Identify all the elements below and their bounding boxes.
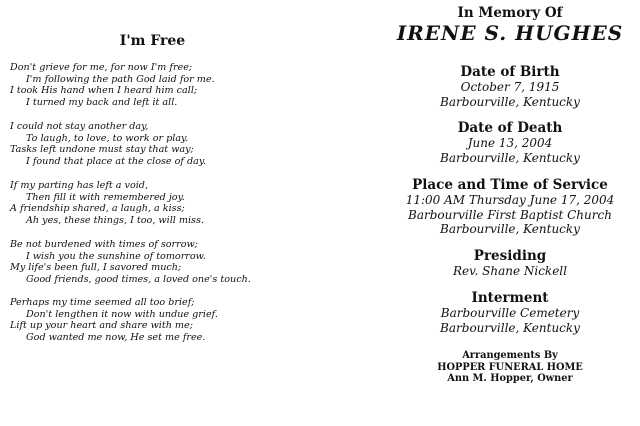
- memory-heading: In Memory Of: [457, 5, 563, 21]
- funeral-home: HOPPER FUNERAL HOME: [437, 361, 583, 373]
- poem-line: Good friends, good times, a loved one's touch.: [26, 273, 251, 285]
- poem-line: I could not stay another day,: [10, 121, 149, 132]
- death-date: June 13, 2004: [467, 136, 553, 150]
- poem-line: A friendship shared, a laugh, a kiss;: [10, 203, 185, 214]
- stanza-1: [10, 62, 215, 108]
- poem-line: I'm following the path God laid for me.: [26, 73, 215, 85]
- poem-line: To laugh, to love, to work or play.: [26, 132, 189, 144]
- service-heading: Place and Time of Service: [412, 177, 608, 193]
- poem-line: God wanted me now, He set me free.: [26, 331, 206, 343]
- poem-line: Then fill it with remembered joy.: [26, 191, 185, 203]
- presiding-section: [380, 248, 640, 279]
- poem-line: I found that place at the close of day.: [26, 155, 207, 167]
- stanza-3: [10, 180, 204, 226]
- poem-line: Lift up your heart and share with me;: [10, 320, 193, 331]
- stanza-4: [10, 239, 251, 285]
- death-heading: Date of Death: [457, 120, 563, 136]
- service-place: Barbourville, Kentucky: [440, 222, 580, 236]
- interment-heading: Interment: [471, 290, 549, 306]
- presiding-heading: Presiding: [473, 248, 547, 264]
- service-section: [380, 177, 640, 237]
- birth-heading: Date of Birth: [460, 64, 560, 80]
- birth-date: October 7, 1915: [460, 80, 560, 94]
- poem-line: Don't grieve for me, for now I'm free;: [10, 62, 193, 73]
- interment-section: [380, 290, 640, 335]
- presiding-name: Rev. Shane Nickell: [453, 264, 567, 278]
- poem-line: I wish you the sunshine of tomorrow.: [26, 250, 206, 262]
- death-place: Barbourville, Kentucky: [440, 150, 580, 165]
- service-venue: Barbourville First Baptist Church: [408, 207, 612, 222]
- poem-line: Be not burdened with times of sorrow;: [10, 239, 198, 250]
- poem-title: I'm Free: [119, 33, 186, 49]
- memorial-panel: [380, 0, 640, 426]
- birth-place: Barbourville, Kentucky: [440, 94, 580, 109]
- poem-line: I turned my back and left it all.: [26, 96, 178, 108]
- poem-line: I took His hand when I heard him call;: [10, 85, 198, 96]
- stanza-2: [10, 121, 206, 167]
- poem-line: Tasks left undone must stay that way;: [10, 144, 194, 155]
- death-section: [380, 120, 640, 165]
- service-time: 11:00 AM Thursday June 17, 2004: [405, 193, 615, 207]
- poem-panel: [0, 0, 305, 426]
- poem-line: Perhaps my time seemed all too brief;: [10, 297, 195, 308]
- poem-line: My life's been full, I savored much;: [10, 262, 182, 273]
- interment-cemetery: Barbourville Cemetery: [440, 306, 580, 320]
- stanza-5: [10, 297, 218, 343]
- interment-place: Barbourville, Kentucky: [440, 320, 580, 335]
- poem-line: If my parting has left a void,: [10, 180, 148, 191]
- poem-line: Don't lengthen it now with undue grief.: [26, 308, 218, 320]
- arrangements-section: [380, 350, 640, 385]
- birth-section: [380, 64, 640, 109]
- funeral-home-owner: Ann M. Hopper, Owner: [447, 373, 573, 384]
- arrangements-label: Arrangements By: [462, 350, 558, 361]
- poem-line: Ah yes, these things, I too, will miss.: [26, 214, 204, 226]
- deceased-name: IRENE S. HUGHES: [396, 21, 624, 45]
